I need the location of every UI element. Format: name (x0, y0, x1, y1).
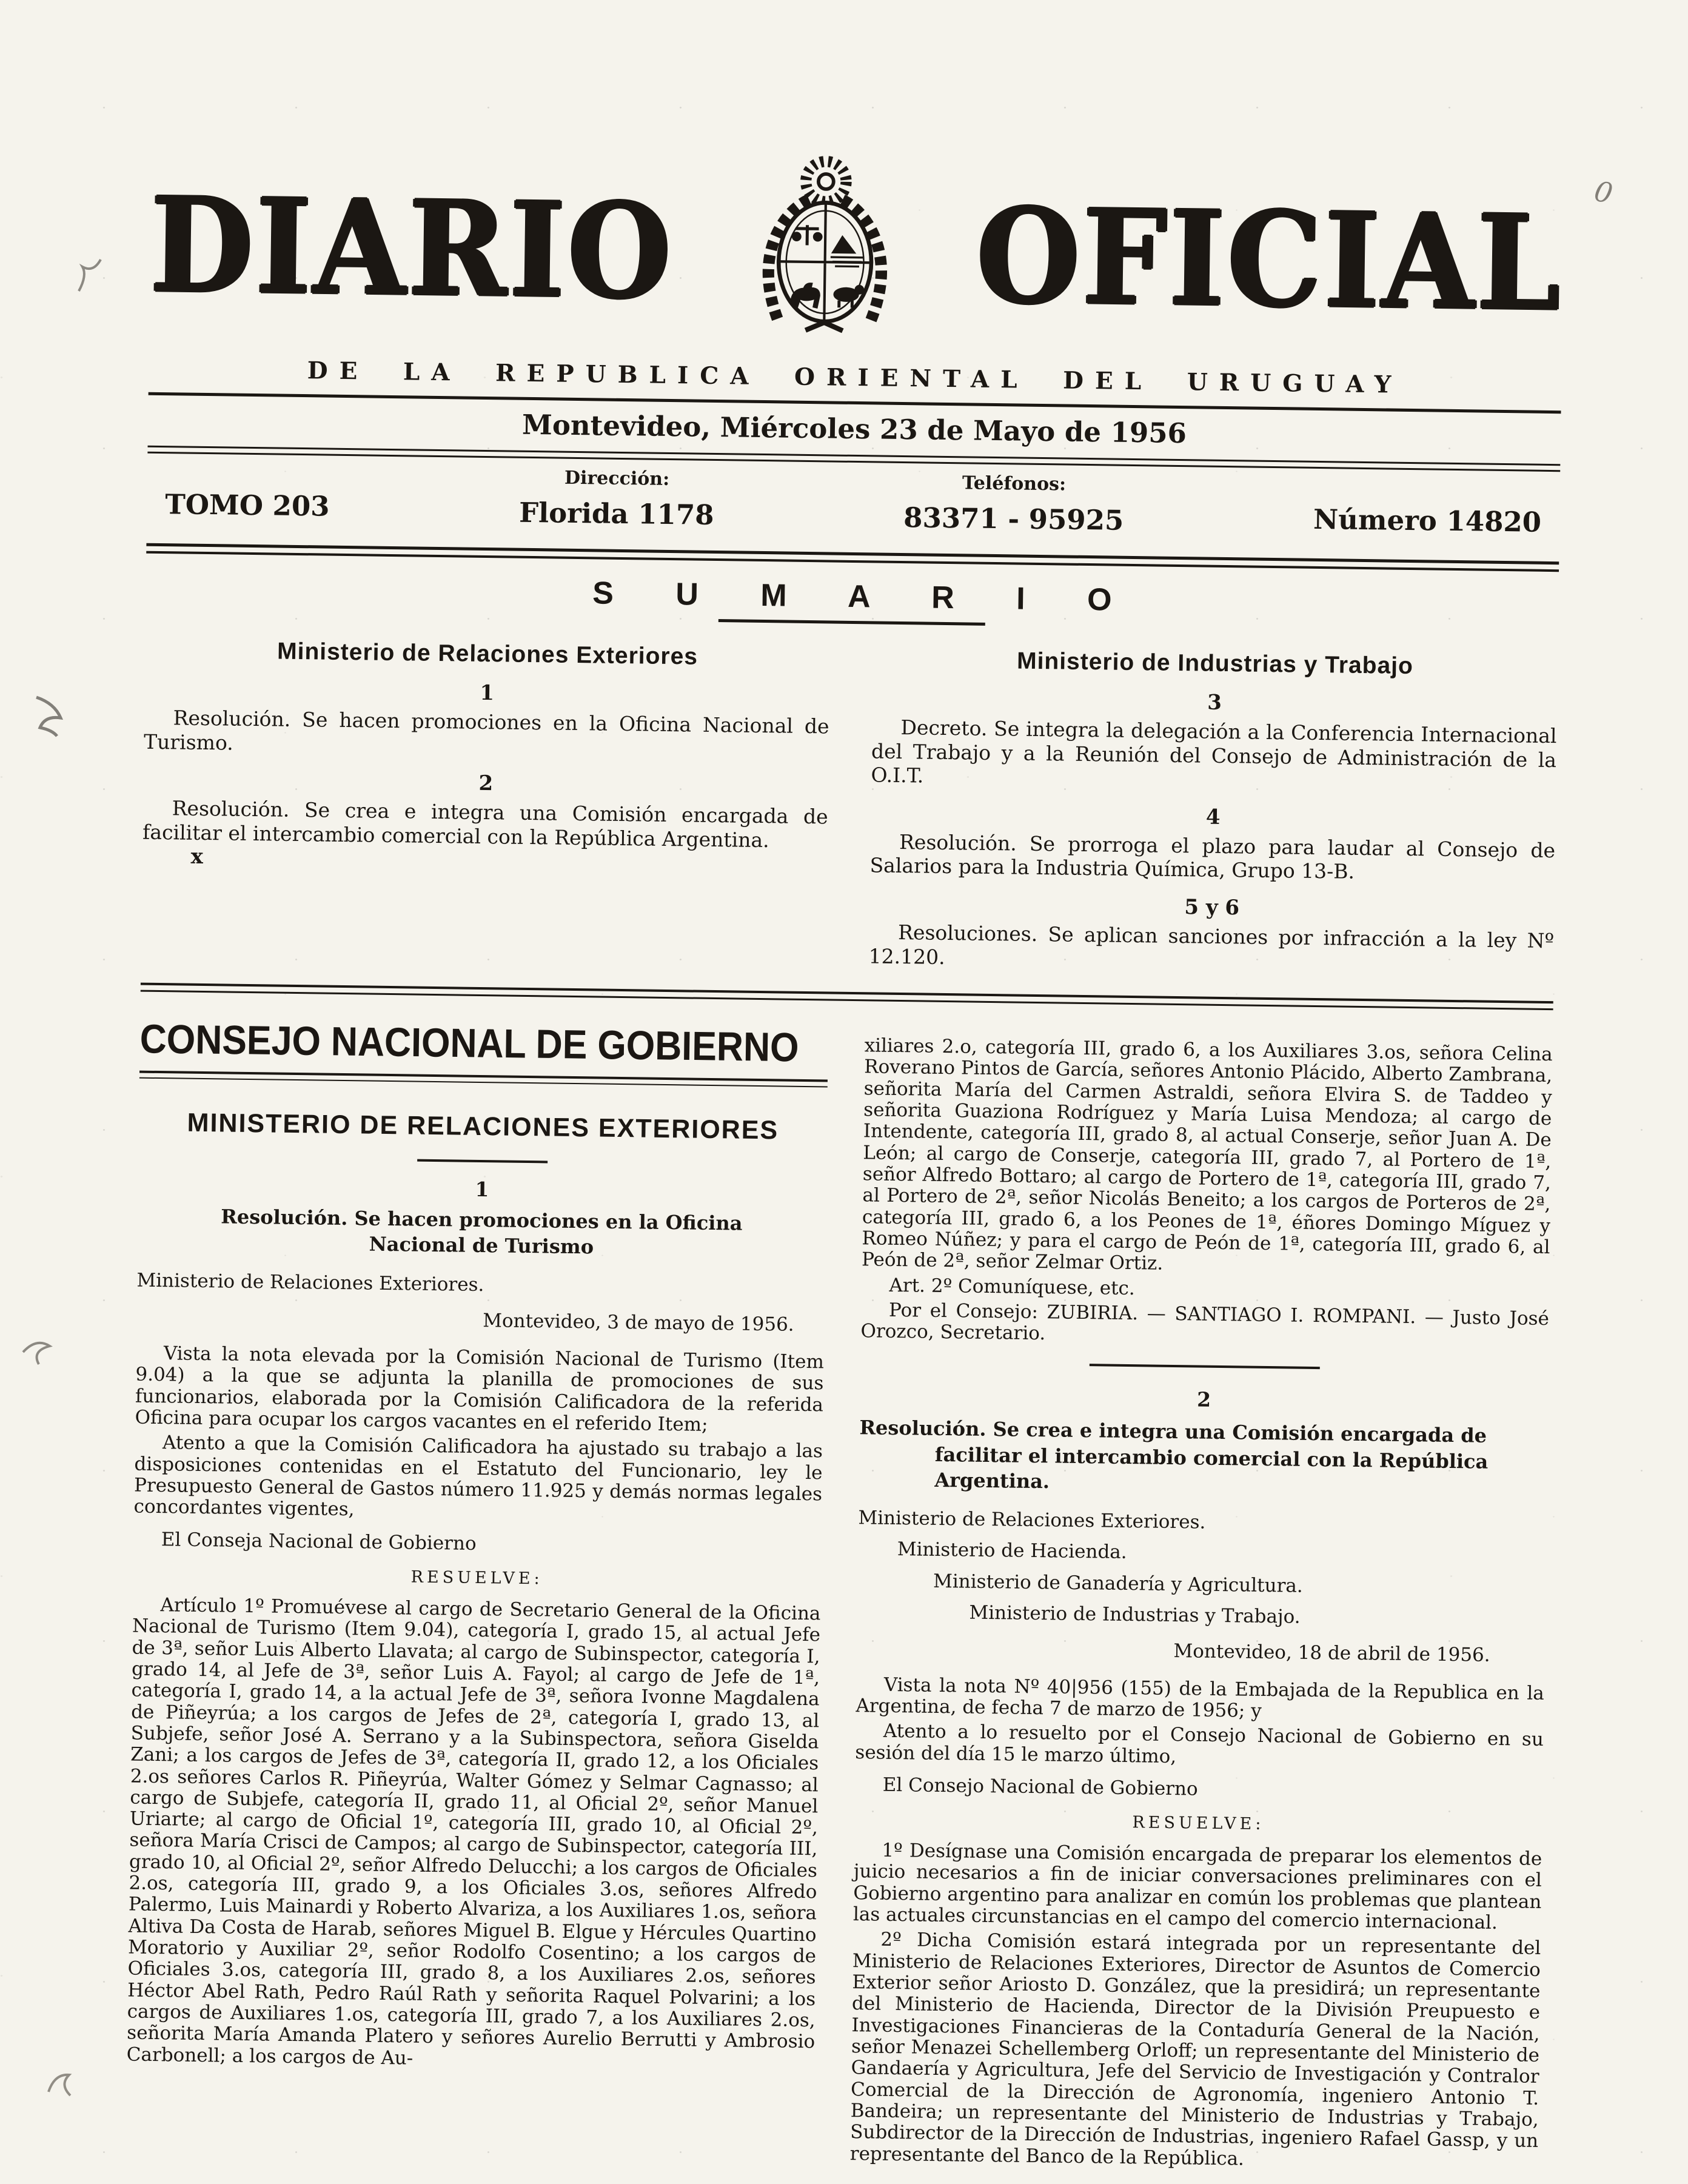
paragraph-atento: Atento a que la Comisión Calificadora ha ajustado su trabajo a las disposiciones contenidas en el Estatuto del Funcionario, ley le Presupuesto General de Gastos número 11.925 y demás normas legales concordantes vigentes, (133, 1432, 823, 1521)
resolution-title: Resolución. Se crea e integra una Comisión encargada de facilitar el intercambio comercial con la República Argentina. (859, 1416, 1489, 1493)
masthead-subtitle: DE LA REPUBLICA ORIENTAL DEL URUGUAY (307, 357, 1403, 399)
double-rule (139, 1070, 828, 1087)
sumario-left-column (141, 637, 830, 968)
masthead-title-right: OFICIAL (975, 179, 1564, 341)
sumario-title: S U M A R I O (592, 575, 1139, 618)
ministry-line: Ministerio de Relaciones Exteriores. (858, 1507, 1206, 1533)
resolution-title: Resolución. Se hacen promociones en la Oficina Nacional de Turismo (221, 1205, 743, 1259)
sumario-right-heading: Ministerio de Industrias y Trabajo (1016, 648, 1414, 680)
sumario-right-column (868, 646, 1558, 977)
sumario-item-text: Decreto. Se integra la delegación a la Conferencia Internacional del Trabajo y a la Reunión del Consejo de Administración de la O.I.T. (871, 715, 1557, 788)
direccion-label: Dirección: (564, 467, 670, 490)
resolution-dateline: Montevideo, 18 de abril de 1956. (1173, 1640, 1490, 1667)
paragraph-articulo-1: Artículo 1º Promuévese al cargo de Secretario General de la Oficina Nacional de Turismo (Item 9.04), categoría I, grado 15, al actual Jefe de 3ª, señor Luis Alberto Llavata; al cargo de Subinspector, categoría I, grado 14, al Jefe de 3ª, señor Luis A. Fayol; al cargo de Jefe de 1ª, categoría I, grado 14, a la actual Jefe de 3ª, señora Ivonne Magdalena de Piñeyrúa; a los cargos de Jefes de 2ª, categoría I, grado 13, al Subjefe, señor José A. Serrano y a la Subinspectora, señora Giselda Zani; a los cargos de Jefes de 3ª, categoría II, grado 12, a los Oficiales 2.os señores Carlos R. Piñeyrúa, Walter Gómez y Selmar Cagnasso; al cargo de Subjefe, categoría II, grado 11, al Oficial 2º, señor Manuel Uriarte; al cargo de Oficial 1º, categoría III, grado 10, al Oficial 2º, señora María Crisci de Campos; al cargo de Subinspector, categoría III, grado 10, al Oficial 2º, señor Alfredo Delucchi; a los cargos de Oficiales 2.os, categoría III, grado 9, a los Oficiales 3.os, señores Alfredo Palermo, Luis Mainardi y Roberto Alvariza, a los Auxiliares 1.os, señora Altiva Da Costa de Harab, señores Miguel B. Elgue y Hércules Quartino Moratorio y Auxiliar 2º, señor Rodolfo Cosentino; a los cargos de Oficiales 3.os, categoría III, grado 8, a los Auxiliares 2.os, señores Héctor Abel Rath, Pedro Raúl Rath y señorita Raquel Polvarini; a los cargos de Auxiliares 1.os, categoría III, grado 7, a los Auxiliares 2.os, señorita María Amanda Platero y señores Aurelio Berrutti y Ambrosio Carbonell; a los cargos de Au- (126, 1594, 821, 2069)
tomo-number: TOMO 203 (164, 488, 330, 523)
paragraph-vista: Vista la nota Nº 40|956 (155) de la Embajada de la Republica en la Argentina, de fecha 7 de marzo de 1956; y (856, 1673, 1545, 1722)
paragraph-atento: Atento a lo resuelto por el Consejo Nacional de Gobierno en su sesión del día 15 le marzo último, (855, 1720, 1544, 1767)
sumario-item-number: 4 (1205, 805, 1221, 829)
paragraph-vista: Vista la nota elevada por la Comisión Nacional de Turismo (Item 9.04) a la que se adjunta la planilla de promociones de sus funcionarios, elaborada por la Comisión Calificadora de la referida Oficina para ocupar los cargos vacantes en el referido Item; (135, 1342, 825, 1436)
rule (1089, 1364, 1319, 1369)
council-line: El Consejo Nacional de Gobierno (882, 1774, 1198, 1800)
uruguay-coat-of-arms-icon (746, 152, 905, 357)
pencil-squiggle (42, 2062, 85, 2104)
telefonos-value: 83371 - 95925 (903, 501, 1124, 537)
ministry-line: Ministerio de Relaciones Exteriores. (136, 1269, 484, 1296)
pencil-squiggle (18, 1328, 61, 1370)
signature-line: Por el Consejo: ZUBIRIA. — SANTIAGO I. ROMPANI. — Justo José Orozco, Secretario. (860, 1299, 1550, 1345)
ministry-line: Ministerio de Industrias y Trabajo. (969, 1601, 1301, 1628)
ministries-list (857, 1507, 1546, 1631)
sumario-columns (141, 637, 1558, 977)
resolution-number: 1 (475, 1177, 489, 1201)
issue-number: Número 14820 (1313, 503, 1542, 538)
rule (718, 619, 985, 626)
body-right-column (849, 1019, 1553, 2177)
sumario-item-number: 5 y 6 (1184, 895, 1240, 920)
direccion-value: Florida 1178 (518, 496, 714, 531)
resolution-dateline: Montevideo, 3 de mayo de 1956. (482, 1309, 794, 1336)
direccion-block (519, 467, 715, 531)
sumario-item-number: 3 (1207, 690, 1222, 715)
body-left-column (126, 1010, 829, 2168)
sumario-item-number: 1 (480, 680, 495, 706)
masthead (149, 142, 1564, 367)
pencil-squiggle (73, 255, 109, 303)
body-columns (126, 1010, 1553, 2177)
page-content (126, 142, 1564, 2177)
rule (417, 1159, 548, 1163)
paragraph-item-1: 1º Desígnase una Comisión encargada de preparar los elementos de juicio necesarios a fin de iniciar conversaciones preliminares con el Gobierno argentino para analizar en común los problemas que plantean las actuales circunstancias en el campo del comercio internacional. (852, 1839, 1542, 1934)
sumario-item-text: Resolución. Se crea e integra una Comisión encargada de facilitar el intercambio comercial con la República Argentina. (142, 796, 828, 852)
section-title: CONSEJO NACIONAL DE GOBIERNO (139, 1016, 799, 1070)
sumario-item-text: Resolución. Se hacen promociones en la Oficina Nacional de Turismo. (143, 706, 829, 755)
paragraph-continuation: xiliares 2.o, categoría III, grado 6, a los Auxiliares 3.os, señora Celina Roverano Pintos de García, señores Antonio Plácido, Alberto Zambrana, señorita María del Carmen Astraldi, señora Elvira S. de Taddeo y señorita Guaziona Rodríguez y María Luisa Mendoza; al cargo de Intendente, categoría III, grado 8, al actual Conserje, señor Juan A. De León; al cargo de Conserje, categoría III, grado 7, al Portero de 1ª, señor Alfredo Bottaro; al cargo de Portero de 1ª, categoría III, grado 7, al Portero de 2ª, señor Nicolás Beneito; a los cargos de Porteros de 2ª, categoría III, grado 6, a los Peones de 1ª, éñores Domingo Míguez y Romeo Núñez; y para el cargo de Peón de 1ª, categoría III, grado 6, al Peón de 2ª, señor Zelmar Ortiz. (861, 1034, 1553, 1275)
masthead-title-left: DIARIO (149, 169, 675, 329)
issue-dateline: Montevideo, Miércoles 23 de Mayo de 1956 (521, 408, 1187, 450)
sumario-item-text: Resoluciones. Se aplican sanciones por infracción a la ley Nº 12.120. (868, 920, 1555, 969)
ink-smudge: x (190, 845, 204, 869)
paragraph-articulo-2: Art. 2º Comuníquese, etc. (889, 1274, 1136, 1299)
sumario-item-text: Resolución. Se prorroga el plazo para laudar al Consejo de Salarios para la Industria Química, Grupo 13-B. (869, 829, 1556, 884)
resuelve-label: RESUELVE: (410, 1567, 543, 1589)
council-line: El Conseja Nacional de Gobierno (161, 1528, 477, 1555)
ministry-line: Ministerio de Hacienda. (897, 1538, 1127, 1564)
telefonos-label: Teléfonos: (962, 472, 1067, 495)
ministry-line: Ministerio de Ganadería y Agricultura. (933, 1570, 1303, 1597)
sumario-left-heading: Ministerio de Relaciones Exteriores (276, 638, 698, 670)
telefonos-block (903, 472, 1124, 537)
resolution-number: 2 (1196, 1387, 1211, 1412)
pencil-mark-zero: 0 (1591, 174, 1616, 210)
resuelve-label: RESUELVE: (1132, 1813, 1265, 1834)
pencil-squiggle (29, 685, 72, 740)
paragraph-item-2: 2º Dicha Comisión estará integrada por un representante del Ministerio de Relaciones Exteriores, Director de Asuntos de Comercio Exterior señor Ariosto D. González, que la presidirá; un representante del Ministerio de Hacienda, Director de la División Preupuesto e Investigaciones Financieras de la Contaduría General de la Nación, señor Menazei Schellemberg Orloff; un representante del Ministerio de Gandaería y Agricultura, Jefe del Servicio de Investigación y Contralor Comercial de la Dirección de Agronomía, ingeniero Antonio T. Bandeira; un representante del Ministerio de Industrias y Trabajo, Subdirector de la Dirección de Industrias, ingeniero Rafael Gassp, y un representante del Banco de la República. (849, 1929, 1541, 2170)
sumario-item-number: 2 (478, 771, 494, 796)
section-separator-rule (141, 983, 1553, 1010)
ministry-heading: MINISTERIO DE RELACIONES EXTERIORES (187, 1108, 779, 1145)
